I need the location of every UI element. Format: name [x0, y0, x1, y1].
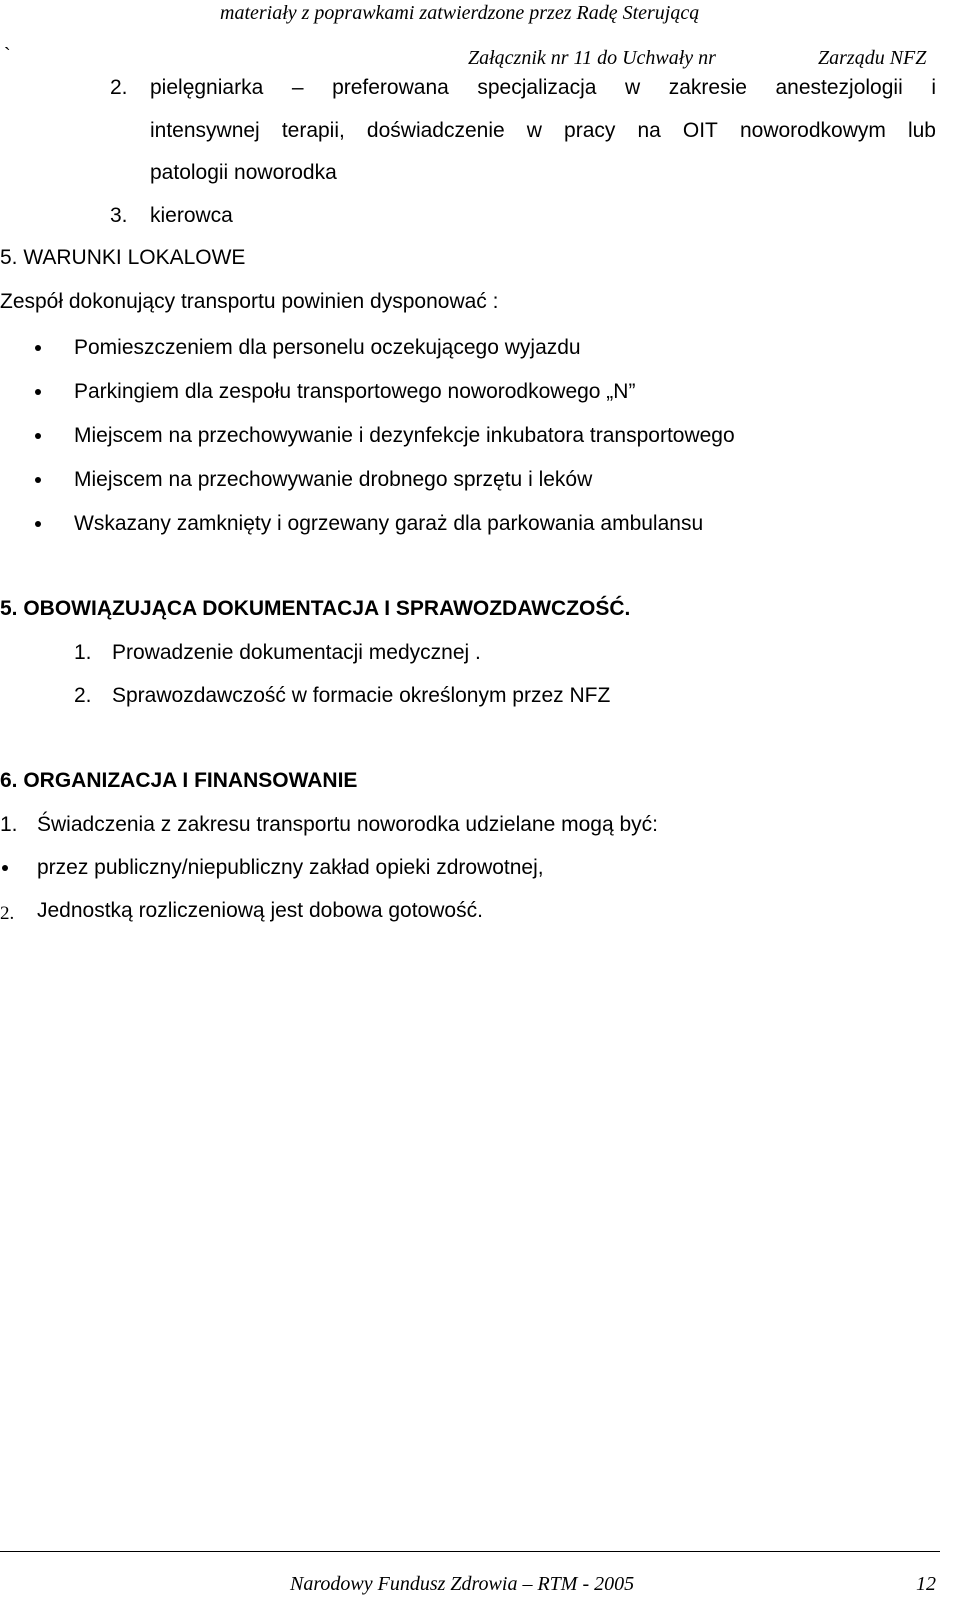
- staff-item-2-line-2: [150, 120, 936, 141]
- word: intensywnej: [150, 119, 260, 142]
- word: OIT: [682, 119, 718, 142]
- word: na: [637, 119, 661, 142]
- page-number: 12: [916, 1573, 936, 1595]
- word: w: [625, 76, 641, 99]
- word: i: [931, 76, 936, 99]
- organization-item-1-text: Świadczenia z zakresu transportu noworodka udzielane mogą być:: [37, 813, 659, 836]
- documentation-item-number: 1.: [74, 641, 92, 664]
- local-bullet-item: Pomieszczeniem dla personelu oczekującego wyjazdu: [74, 336, 581, 359]
- documentation-item-text: Prowadzenie dokumentacji medycznej .: [112, 641, 481, 664]
- staff-item-2-line-3: patologii noworodka: [150, 161, 337, 184]
- word: –: [291, 76, 304, 99]
- word: zakresie: [668, 76, 747, 99]
- staff-item-2-line-1: [150, 77, 936, 98]
- documentation-heading: 5. OBOWIĄZUJĄCA DOKUMENTACJA I SPRAWOZDAWCZOŚĆ.: [0, 597, 631, 620]
- staff-item-3-number: 3.: [110, 204, 128, 227]
- word: specjalizacja: [477, 76, 597, 99]
- organization-item-2-number: 2.: [0, 903, 15, 924]
- word: lub: [907, 119, 936, 142]
- organization-bullet-text: przez publiczny/niepubliczny zakład opieki zdrowotnej,: [37, 856, 544, 879]
- attachment-label: Załącznik nr 11 do Uchwały nr: [468, 47, 716, 69]
- attachment-board: Zarządu NFZ: [818, 47, 927, 69]
- local-bullet-item: Wskazany zamknięty i ogrzewany garaż dla parkowania ambulansu: [74, 512, 704, 535]
- organization-item-2-text: Jednostką rozliczeniową jest dobowa gotowość.: [37, 899, 483, 922]
- word: noworodkowym: [739, 119, 886, 142]
- word: pracy: [564, 119, 616, 142]
- word: anestezjologii: [775, 76, 903, 99]
- documentation-item-number: 2.: [74, 684, 92, 707]
- local-bullet-item: Miejscem na przechowywanie i dezynfekcje inkubatora transportowego: [74, 424, 735, 447]
- bullet-icon: [35, 345, 41, 351]
- word: preferowana: [332, 76, 449, 99]
- local-bullet-item: Parkingiem dla zespołu transportowego noworodkowego „N”: [74, 380, 636, 403]
- local-conditions-intro: Zespół dokonujący transportu powinien dysponować :: [0, 290, 499, 313]
- local-conditions-heading: 5. WARUNKI LOKALOWE: [0, 246, 246, 269]
- bullet-icon: [35, 477, 41, 483]
- bullet-icon: [2, 865, 8, 871]
- staff-item-3-text: kierowca: [150, 204, 233, 227]
- word: terapii,: [281, 119, 345, 142]
- local-bullet-item: Miejscem na przechowywanie drobnego sprzętu i leków: [74, 468, 593, 491]
- documentation-item-text: Sprawozdawczość w formacie określonym przez NFZ: [112, 684, 611, 707]
- bullet-icon: [35, 521, 41, 527]
- organization-heading: 6. ORGANIZACJA I FINANSOWANIE: [0, 769, 358, 792]
- header-top-line: materiały z poprawkami zatwierdzone przez Radę Sterującą: [220, 2, 700, 24]
- header-backtick: `: [4, 45, 11, 67]
- word: w: [526, 119, 542, 142]
- bullet-icon: [35, 433, 41, 439]
- bullet-icon: [35, 389, 41, 395]
- staff-item-2-number: 2.: [110, 76, 128, 99]
- organization-item-1-number: 1.: [0, 813, 18, 836]
- word: doświadczenie: [366, 119, 505, 142]
- word: pielęgniarka: [150, 76, 264, 99]
- footer-divider: [0, 1551, 940, 1552]
- footer-text: Narodowy Fundusz Zdrowia – RTM - 2005: [290, 1573, 635, 1595]
